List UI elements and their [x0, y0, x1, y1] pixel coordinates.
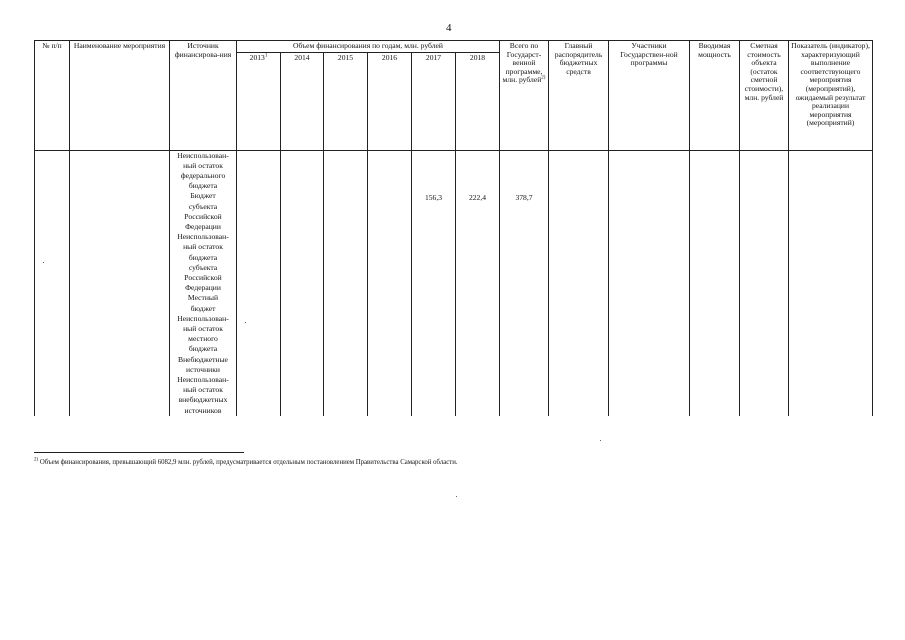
header-total — [500, 41, 549, 151]
scan-speck — [456, 496, 457, 497]
header-indicator: Показатель (индикатор), характеризующий выполнение соответствующего мероприятия (мероприятий), ожидаемый результат реализации мероприятия (мероприятий) — [789, 41, 873, 151]
cell-source — [170, 150, 237, 416]
source-line: Федерации — [185, 222, 221, 232]
source-line: Неиспользован- — [177, 375, 229, 385]
source-line: Бюджет — [190, 191, 216, 201]
footnote-marker: 2) — [34, 457, 39, 463]
source-line: Российской — [184, 273, 222, 283]
cell-2013 — [237, 150, 281, 416]
value-2017: 156,3 — [424, 192, 443, 202]
header-funding-group: Объем финансирования по годам, млн. рублей — [237, 41, 500, 53]
header-year-2016: 2016 — [368, 52, 412, 150]
header-year-2013 — [237, 52, 281, 150]
cell-2017 — [412, 150, 456, 416]
source-line: ный остаток — [183, 160, 223, 170]
header-year-2018: 2018 — [456, 52, 500, 150]
source-line: бюджет — [190, 303, 216, 313]
source-line: Неиспользован- — [177, 232, 229, 242]
cell-capacity — [690, 150, 740, 416]
header-year-2015: 2015 — [324, 52, 368, 150]
source-line: бюджета — [188, 181, 218, 191]
cell-cost — [740, 150, 789, 416]
source-line: Внебюджетные — [178, 354, 228, 364]
source-line: ный остаток — [183, 324, 223, 334]
source-line: Местный — [187, 293, 219, 303]
header-total-label: Всего по Государст-венной программе, млн. рублей — [502, 41, 543, 85]
cell-participants — [609, 150, 690, 416]
source-line: ный остаток — [183, 242, 223, 252]
header-source: Источник финансирова-ния — [170, 41, 237, 151]
cell-2016 — [368, 150, 412, 416]
header-participants: Участники Государствен-ной программы — [609, 41, 690, 151]
scan-speck — [600, 440, 601, 441]
source-line: бюджета — [188, 344, 218, 354]
source-line: внебюджетных — [178, 395, 228, 405]
header-year-sup: 1 — [264, 53, 268, 59]
cell-name — [70, 150, 170, 416]
value-2018: 222,4 — [468, 192, 487, 202]
header-year-label: 2013 — [249, 52, 265, 62]
cell-2015 — [324, 150, 368, 416]
source-line: субъекта — [188, 201, 218, 211]
source-line: Российской — [184, 211, 222, 221]
source-line: Федерации — [185, 283, 221, 293]
header-total-sup: 2) — [541, 75, 546, 81]
header-capacity: Вводимая мощность — [690, 41, 740, 151]
scan-speck — [43, 262, 44, 263]
cell-2018 — [456, 150, 500, 416]
source-line: Неиспользован- — [177, 313, 229, 323]
source-line: бюджета — [188, 252, 218, 262]
source-line: источники — [186, 364, 220, 374]
header-num: № п/п — [35, 41, 70, 151]
scan-speck — [245, 322, 246, 323]
value-total: 378,7 — [515, 192, 533, 202]
footnote-rule — [34, 452, 244, 453]
cell-2014 — [281, 150, 324, 416]
header-name: Наименование мероприятия — [70, 41, 170, 151]
source-line: местного — [188, 334, 218, 344]
header-manager: Главный распорядитель бюджетных средств — [549, 41, 609, 151]
source-line: источников — [184, 405, 222, 415]
cell-manager — [549, 150, 609, 416]
page-number: 4 — [446, 22, 452, 34]
header-year-2014: 2014 — [281, 52, 324, 150]
cell-total — [500, 150, 549, 416]
source-line: федерального — [180, 171, 226, 180]
source-line: Неиспользован- — [177, 150, 229, 160]
financing-table — [34, 40, 873, 416]
source-line: субъекта — [188, 262, 218, 272]
footnote — [34, 459, 458, 466]
table-row — [35, 150, 873, 416]
header-cost: Сметная стоимость объекта (остаток сметной стоимости), млн. рублей — [740, 41, 789, 151]
source-line: ный остаток — [183, 385, 223, 395]
header-year-2017: 2017 — [412, 52, 456, 150]
cell-indicator — [789, 150, 873, 416]
footnote-text: Объем финансирования, превышающий 6082,9 млн. рублей, предусматривается отдельным постановлением Правительства Самарской области. — [39, 459, 458, 466]
cell-num — [35, 150, 70, 416]
